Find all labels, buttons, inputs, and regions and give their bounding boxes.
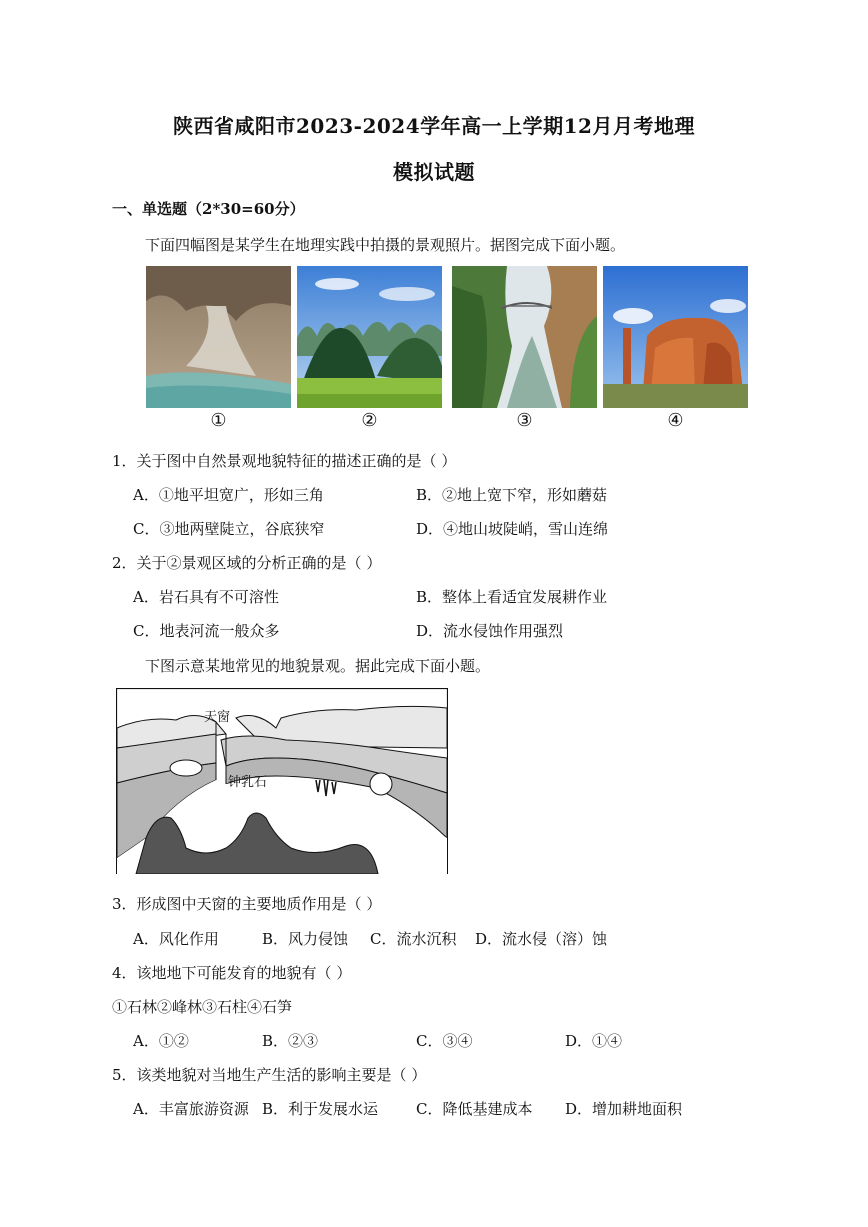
q2-option-c[interactable]: C．地表河流一般众多	[133, 622, 280, 640]
q5-option-b[interactable]: B．利于发展水运	[262, 1100, 379, 1118]
q4-option-d[interactable]: D．①④	[565, 1032, 623, 1050]
diagram-label-skylight: 天窗	[204, 710, 231, 725]
q3-option-a[interactable]: A．风化作用	[133, 930, 219, 948]
q4-stem: 4．该地地下可能发育的地貌有（ ）	[112, 964, 352, 982]
section-heading: 一、单选题（2*30=60分）	[112, 200, 305, 218]
q3-option-c[interactable]: C．流水沉积	[370, 930, 457, 948]
q3-stem: 3．形成图中天窗的主要地质作用是（ ）	[112, 895, 382, 913]
diagram-label-stalactite: 钟乳石	[228, 775, 268, 790]
q5-stem: 5．该类地貌对当地生产生活的影响主要是（ ）	[112, 1066, 427, 1084]
q3-option-b[interactable]: B．风力侵蚀	[262, 930, 349, 948]
q1-option-d[interactable]: D．④地山坡陡峭，雪山连绵	[416, 520, 609, 538]
page-subtitle: 模拟试题	[393, 160, 475, 184]
page-title: 陕西省咸阳市2023-2024学年高一上学期12月月考地理	[173, 114, 695, 138]
q2-option-d[interactable]: D．流水侵蚀作用强烈	[416, 622, 564, 640]
q2-option-a[interactable]: A．岩石具有不可溶性	[133, 588, 279, 606]
intro-text-2: 下图示意某地常见的地貌景观。据此完成下面小题。	[145, 657, 491, 675]
q2-option-b[interactable]: B．整体上看适宜发展耕作业	[416, 588, 608, 606]
q1-stem: 1．关于图中自然景观地貌特征的描述正确的是（ ）	[112, 452, 457, 470]
q2-stem: 2．关于②景观区域的分析正确的是（ ）	[112, 554, 382, 572]
q4-option-c[interactable]: C．③④	[416, 1032, 473, 1050]
photo-karst-peaks	[297, 266, 442, 408]
q4-option-a[interactable]: A．①②	[133, 1032, 189, 1050]
karst-cave-diagram	[116, 688, 448, 874]
q1-option-c[interactable]: C．③地两壁陡立，谷底狭窄	[133, 520, 325, 538]
photo-alluvial-fan	[146, 266, 291, 408]
photo-label-3: ③	[516, 410, 533, 431]
q1-option-b[interactable]: B．②地上宽下窄，形如蘑菇	[416, 486, 608, 504]
q4-items: ①石林②峰林③石柱④石笋	[112, 998, 293, 1016]
q1-option-a[interactable]: A．①地平坦宽广，形如三角	[133, 486, 324, 504]
photo-gorge	[452, 266, 597, 408]
q5-option-a[interactable]: A．丰富旅游资源	[133, 1100, 249, 1118]
photo-label-4: ④	[667, 410, 684, 431]
photo-label-2: ②	[361, 410, 378, 431]
photo-label-1: ①	[210, 410, 227, 431]
q3-option-d[interactable]: D．流水侵（溶）蚀	[475, 930, 608, 948]
photo-danxia-rock	[603, 266, 748, 408]
q4-option-b[interactable]: B．②③	[262, 1032, 319, 1050]
q5-option-d[interactable]: D．增加耕地面积	[565, 1100, 683, 1118]
intro-text-1: 下面四幅图是某学生在地理实践中拍摄的景观照片。据图完成下面小题。	[145, 236, 626, 254]
q5-option-c[interactable]: C．降低基建成本	[416, 1100, 533, 1118]
